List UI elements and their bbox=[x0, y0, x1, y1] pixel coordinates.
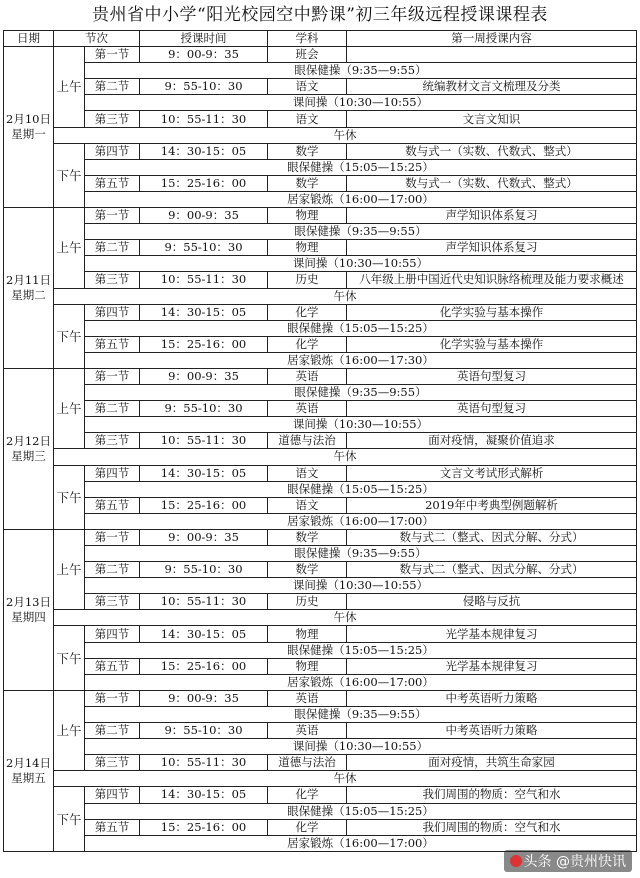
lesson-row bbox=[4, 336, 637, 352]
lesson-row bbox=[4, 562, 637, 578]
break-activity: 课间操（10:30—10:55） bbox=[85, 739, 637, 755]
lesson-subject: 数学 bbox=[268, 175, 347, 191]
lesson-content: 数与式一（实数、代数式、整式） bbox=[347, 175, 637, 191]
schedule-table bbox=[3, 30, 637, 852]
break-row bbox=[4, 224, 637, 240]
lesson-time: 9：00-9：35 bbox=[140, 47, 268, 63]
lesson-number: 第三节 bbox=[85, 755, 140, 771]
break-activity: 居家锻炼（16:00—17:00） bbox=[85, 674, 637, 690]
lesson-time: 14：30-15：05 bbox=[140, 465, 268, 481]
break-activity: 眼保健操（9:35—9:55） bbox=[85, 385, 637, 401]
lesson-row bbox=[4, 529, 637, 545]
break-row bbox=[4, 513, 637, 529]
lesson-row bbox=[4, 368, 637, 384]
break-activity: 课间操（10:30—10:55） bbox=[85, 417, 637, 433]
lesson-time: 10：55-11：30 bbox=[140, 594, 268, 610]
lesson-subject: 化学 bbox=[268, 787, 347, 803]
lesson-row bbox=[4, 690, 637, 706]
lesson-row bbox=[4, 79, 637, 95]
lesson-subject: 历史 bbox=[268, 594, 347, 610]
lesson-subject: 英语 bbox=[268, 690, 347, 706]
am-period-label: 上午 bbox=[56, 401, 82, 417]
pm-period-label: 下午 bbox=[56, 650, 82, 666]
lesson-row bbox=[4, 272, 637, 288]
noon-row bbox=[4, 610, 637, 626]
lesson-content: 数与式二（整式、因式分解、分式） bbox=[347, 529, 637, 545]
lesson-subject: 英语 bbox=[268, 723, 347, 739]
lesson-time: 15：25-16：00 bbox=[140, 658, 268, 674]
lesson-number: 第四节 bbox=[85, 626, 140, 642]
break-activity: 居家锻炼（16:00—17:00） bbox=[85, 835, 637, 851]
lesson-time: 9：00-9：35 bbox=[140, 529, 268, 545]
break-activity: 课间操（10:30—10:55） bbox=[85, 256, 637, 272]
lesson-number: 第五节 bbox=[85, 497, 140, 513]
lesson-subject: 化学 bbox=[268, 304, 347, 320]
lesson-row bbox=[4, 626, 637, 642]
weekday-label: 星期一 bbox=[11, 127, 46, 142]
lesson-subject: 英语 bbox=[268, 368, 347, 384]
schedule-body bbox=[4, 47, 637, 852]
lesson-number: 第二节 bbox=[85, 723, 140, 739]
lesson-content: 中考英语听力策略 bbox=[347, 723, 637, 739]
lesson-subject: 物理 bbox=[268, 240, 347, 256]
lesson-content bbox=[347, 47, 637, 63]
lesson-time: 15：25-16：00 bbox=[140, 336, 268, 352]
break-activity: 眼保健操（15:05—15:25） bbox=[85, 642, 637, 658]
weekday-label: 星期四 bbox=[11, 609, 46, 624]
date-label: 2月10日 bbox=[6, 112, 51, 127]
lesson-number: 第四节 bbox=[85, 304, 140, 320]
page-title: 贵州省中小学“阳光校园空中黔课”初三年级远程授课课程表 bbox=[92, 5, 548, 25]
lesson-number: 第一节 bbox=[85, 529, 140, 545]
lesson-subject: 化学 bbox=[268, 819, 347, 835]
date-label: 2月12日 bbox=[6, 433, 51, 448]
lesson-subject: 道德与法治 bbox=[268, 755, 347, 771]
am-period-label: 上午 bbox=[56, 79, 82, 95]
lesson-number: 第三节 bbox=[85, 111, 140, 127]
header-session: 节次 bbox=[54, 31, 140, 47]
break-activity: 眼保健操（15:05—15:25） bbox=[85, 159, 637, 175]
lesson-number: 第三节 bbox=[85, 594, 140, 610]
break-row bbox=[4, 578, 637, 594]
weekday-label: 星期三 bbox=[11, 448, 46, 463]
lesson-row bbox=[4, 787, 637, 803]
lesson-subject: 班会 bbox=[268, 47, 347, 63]
noon-break: 午休 bbox=[54, 771, 637, 787]
date-cell bbox=[4, 529, 54, 690]
lesson-number: 第五节 bbox=[85, 175, 140, 191]
lesson-number: 第二节 bbox=[85, 240, 140, 256]
lesson-content: 化学实验与基本操作 bbox=[347, 304, 637, 320]
break-activity: 居家锻炼（16:00—17:00） bbox=[85, 513, 637, 529]
lesson-subject: 数学 bbox=[268, 529, 347, 545]
break-row bbox=[4, 739, 637, 755]
lesson-content: 我们周围的物质：空气和水 bbox=[347, 787, 637, 803]
lesson-time: 10：55-11：30 bbox=[140, 433, 268, 449]
lesson-number: 第一节 bbox=[85, 208, 140, 224]
lesson-number: 第一节 bbox=[85, 47, 140, 63]
break-activity: 课间操（10:30—10:55） bbox=[85, 95, 637, 111]
lesson-number: 第三节 bbox=[85, 433, 140, 449]
lesson-time: 9：55-10：30 bbox=[140, 562, 268, 578]
date-cell bbox=[4, 368, 54, 529]
break-activity: 眼保健操（15:05—15:25） bbox=[85, 481, 637, 497]
lesson-number: 第五节 bbox=[85, 336, 140, 352]
break-activity: 眼保健操（9:35—9:55） bbox=[85, 706, 637, 722]
lesson-row bbox=[4, 658, 637, 674]
break-row bbox=[4, 159, 637, 175]
lesson-content: 数与式一（实数、代数式、整式） bbox=[347, 143, 637, 159]
lesson-number: 第二节 bbox=[85, 401, 140, 417]
pm-period-cell bbox=[54, 787, 85, 851]
am-period-label: 上午 bbox=[56, 240, 82, 256]
lesson-subject: 英语 bbox=[268, 401, 347, 417]
lesson-row bbox=[4, 594, 637, 610]
lesson-subject: 化学 bbox=[268, 336, 347, 352]
lesson-row bbox=[4, 401, 637, 417]
break-activity: 居家锻炼（16:00—17:30） bbox=[85, 352, 637, 368]
lesson-row bbox=[4, 47, 637, 63]
pm-period-cell bbox=[54, 304, 85, 368]
lesson-time: 14：30-15：05 bbox=[140, 143, 268, 159]
lesson-content: 英语句型复习 bbox=[347, 368, 637, 384]
lesson-subject: 语文 bbox=[268, 465, 347, 481]
am-period-label: 上午 bbox=[56, 723, 82, 739]
break-activity: 居家锻炼（16:00—17:00） bbox=[85, 191, 637, 207]
lesson-content: 声学知识体系复习 bbox=[347, 240, 637, 256]
break-row bbox=[4, 63, 637, 79]
pm-period-label: 下午 bbox=[56, 489, 82, 505]
lesson-subject: 数学 bbox=[268, 143, 347, 159]
lesson-time: 14：30-15：05 bbox=[140, 626, 268, 642]
break-row bbox=[4, 256, 637, 272]
lesson-time: 9：00-9：35 bbox=[140, 208, 268, 224]
pm-period-label: 下午 bbox=[56, 167, 82, 183]
lesson-time: 9：55-10：30 bbox=[140, 723, 268, 739]
lesson-subject: 物理 bbox=[268, 208, 347, 224]
lesson-time: 9：55-10：30 bbox=[140, 79, 268, 95]
lesson-time: 14：30-15：05 bbox=[140, 304, 268, 320]
break-activity: 眼保健操（9:35—9:55） bbox=[85, 63, 637, 79]
lesson-row bbox=[4, 433, 637, 449]
lesson-number: 第五节 bbox=[85, 658, 140, 674]
header-subject: 学科 bbox=[268, 31, 347, 47]
break-row bbox=[4, 417, 637, 433]
lesson-time: 9：55-10：30 bbox=[140, 240, 268, 256]
am-period-cell bbox=[54, 368, 85, 448]
break-row bbox=[4, 674, 637, 690]
break-activity: 课间操（10:30—10:55） bbox=[85, 578, 637, 594]
lesson-subject: 语文 bbox=[268, 79, 347, 95]
lesson-content: 八年级上册中国近代史知识脉络梳理及能力要求概述 bbox=[347, 272, 637, 288]
lesson-content: 中考英语听力策略 bbox=[347, 690, 637, 706]
break-row bbox=[4, 481, 637, 497]
date-cell bbox=[4, 47, 54, 208]
header-content: 第一周授课内容 bbox=[347, 31, 637, 47]
lesson-row bbox=[4, 111, 637, 127]
lesson-number: 第四节 bbox=[85, 465, 140, 481]
lesson-row bbox=[4, 240, 637, 256]
break-activity: 眼保健操（9:35—9:55） bbox=[85, 224, 637, 240]
pm-period-cell bbox=[54, 465, 85, 529]
lesson-time: 15：25-16：00 bbox=[140, 819, 268, 835]
break-row bbox=[4, 835, 637, 851]
am-period-cell bbox=[54, 47, 85, 127]
weekday-label: 星期五 bbox=[11, 770, 46, 785]
lesson-subject: 数学 bbox=[268, 562, 347, 578]
lesson-time: 9：55-10：30 bbox=[140, 401, 268, 417]
lesson-subject: 语文 bbox=[268, 497, 347, 513]
lesson-subject: 物理 bbox=[268, 658, 347, 674]
noon-row bbox=[4, 127, 637, 143]
break-row bbox=[4, 352, 637, 368]
lesson-subject: 物理 bbox=[268, 626, 347, 642]
lesson-row bbox=[4, 755, 637, 771]
am-period-cell bbox=[54, 208, 85, 288]
lesson-content: 英语句型复习 bbox=[347, 401, 637, 417]
lesson-content: 我们周围的物质：空气和水 bbox=[347, 819, 637, 835]
pm-period-cell bbox=[54, 626, 85, 690]
lesson-row bbox=[4, 143, 637, 159]
date-label: 2月14日 bbox=[6, 755, 51, 770]
am-period-cell bbox=[54, 529, 85, 609]
break-row bbox=[4, 642, 637, 658]
lesson-number: 第四节 bbox=[85, 787, 140, 803]
lesson-number: 第五节 bbox=[85, 819, 140, 835]
noon-row bbox=[4, 771, 637, 787]
toutiao-logo-icon bbox=[510, 855, 522, 867]
noon-row bbox=[4, 449, 637, 465]
lesson-content: 面对疫情，凝聚价值追求 bbox=[347, 433, 637, 449]
lesson-number: 第一节 bbox=[85, 690, 140, 706]
watermark-text: 头条 @贵州快讯 bbox=[523, 854, 626, 870]
lesson-content: 统编教材文言文梳理及分类 bbox=[347, 79, 637, 95]
weekday-label: 星期二 bbox=[11, 288, 46, 302]
date-label: 2月13日 bbox=[6, 594, 51, 609]
am-period-label: 上午 bbox=[56, 562, 82, 578]
lesson-content: 侵略与反抗 bbox=[347, 594, 637, 610]
break-row bbox=[4, 320, 637, 336]
lesson-row bbox=[4, 175, 637, 191]
lesson-time: 15：25-16：00 bbox=[140, 175, 268, 191]
lesson-number: 第四节 bbox=[85, 143, 140, 159]
break-row bbox=[4, 706, 637, 722]
lesson-row bbox=[4, 723, 637, 739]
header-date: 日期 bbox=[4, 31, 54, 47]
lesson-time: 14：30-15：05 bbox=[140, 787, 268, 803]
lesson-time: 9：00-9：35 bbox=[140, 368, 268, 384]
lesson-subject: 道德与法治 bbox=[268, 433, 347, 449]
lesson-number: 第二节 bbox=[85, 79, 140, 95]
break-row bbox=[4, 546, 637, 562]
noon-break: 午休 bbox=[54, 449, 637, 465]
noon-break: 午休 bbox=[54, 610, 637, 626]
break-row bbox=[4, 803, 637, 819]
lesson-content: 化学实验与基本操作 bbox=[347, 336, 637, 352]
lesson-content: 数与式二（整式、因式分解、分式） bbox=[347, 562, 637, 578]
break-row bbox=[4, 191, 637, 207]
pm-period-label: 下午 bbox=[56, 328, 82, 344]
watermark bbox=[504, 850, 632, 872]
lesson-time: 10：55-11：30 bbox=[140, 111, 268, 127]
lesson-row bbox=[4, 304, 637, 320]
break-activity: 眼保健操（15:05—15:25） bbox=[85, 803, 637, 819]
lesson-content: 光学基本规律复习 bbox=[347, 658, 637, 674]
date-cell bbox=[4, 208, 54, 369]
noon-break: 午休 bbox=[54, 127, 637, 143]
am-period-cell bbox=[54, 690, 85, 770]
lesson-time: 15：25-16：00 bbox=[140, 497, 268, 513]
lesson-content: 2019年中考典型例题解析 bbox=[347, 497, 637, 513]
lesson-time: 9：00-9：35 bbox=[140, 690, 268, 706]
lesson-number: 第三节 bbox=[85, 272, 140, 288]
lesson-content: 文言文知识 bbox=[347, 111, 637, 127]
lesson-number: 第一节 bbox=[85, 368, 140, 384]
header-time: 授课时间 bbox=[140, 31, 268, 47]
break-row bbox=[4, 95, 637, 111]
lesson-content: 文言文考试形式解析 bbox=[347, 465, 637, 481]
lesson-row bbox=[4, 208, 637, 224]
date-cell bbox=[4, 690, 54, 851]
lesson-time: 10：55-11：30 bbox=[140, 755, 268, 771]
lesson-row bbox=[4, 497, 637, 513]
lesson-row bbox=[4, 465, 637, 481]
pm-period-label: 下午 bbox=[56, 811, 82, 827]
lesson-subject: 语文 bbox=[268, 111, 347, 127]
lesson-content: 声学知识体系复习 bbox=[347, 208, 637, 224]
date-label: 2月11日 bbox=[6, 273, 51, 287]
noon-row bbox=[4, 288, 637, 304]
break-activity: 眼保健操（15:05—15:25） bbox=[85, 320, 637, 336]
lesson-number: 第二节 bbox=[85, 562, 140, 578]
break-row bbox=[4, 385, 637, 401]
lesson-subject: 历史 bbox=[268, 272, 347, 288]
noon-break: 午休 bbox=[54, 288, 637, 304]
header-row bbox=[4, 31, 637, 47]
lesson-content: 面对疫情，共筑生命家园 bbox=[347, 755, 637, 771]
pm-period-cell bbox=[54, 143, 85, 207]
lesson-row bbox=[4, 819, 637, 835]
break-activity: 眼保健操（9:35—9:55） bbox=[85, 546, 637, 562]
lesson-content: 光学基本规律复习 bbox=[347, 626, 637, 642]
lesson-time: 10：55-11：30 bbox=[140, 272, 268, 288]
